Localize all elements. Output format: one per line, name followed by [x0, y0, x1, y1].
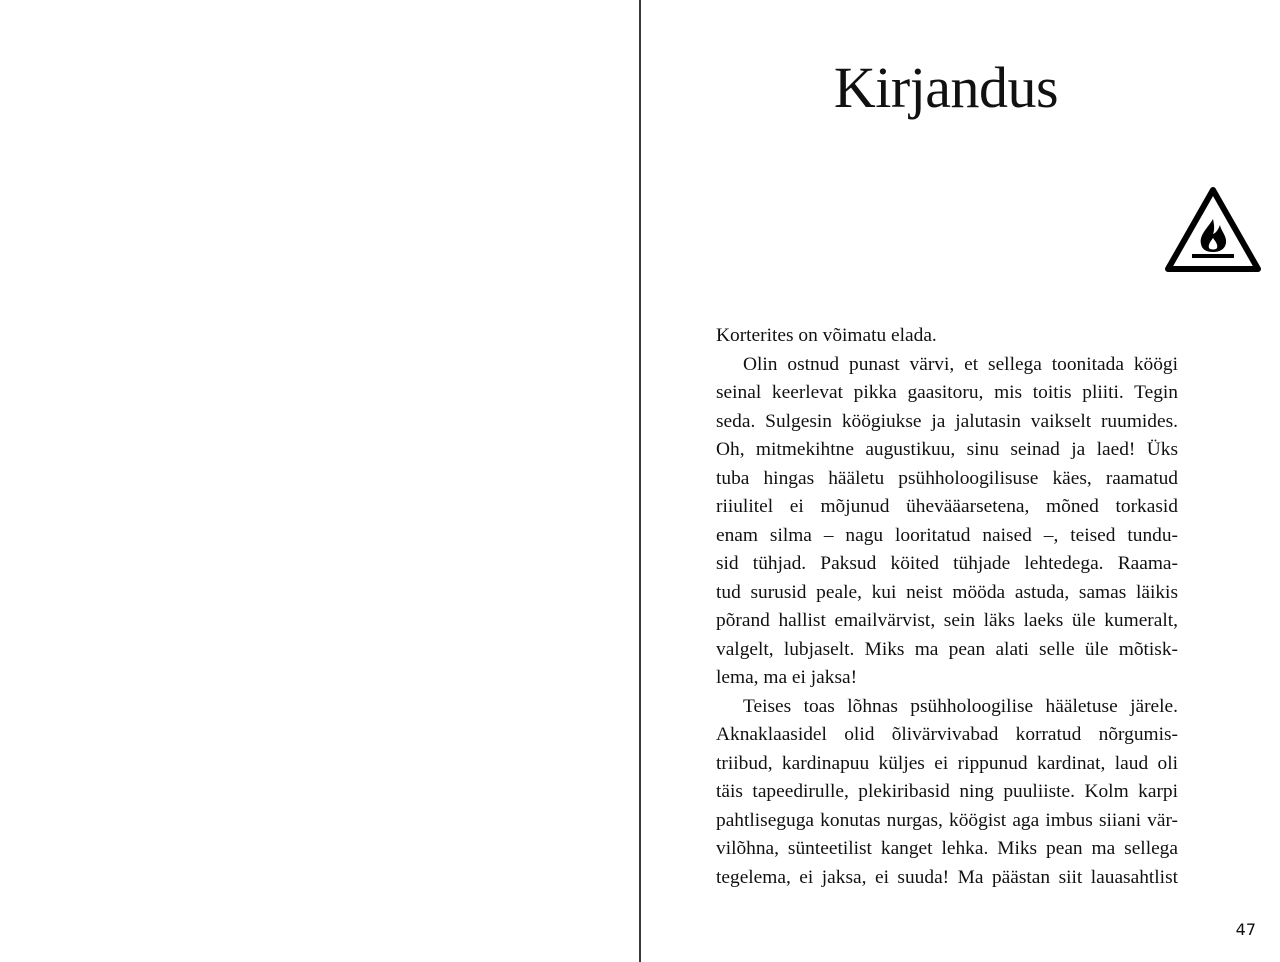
text-line: tuba hingas hääletu psühholoogilisuse käes, raamatud: [716, 467, 1178, 489]
text-line: tegelema, ei jaksa, ei suuda! Ma päästan siit lauasahtlist: [716, 866, 1178, 888]
text-line: triibud, kardinapuu küljes ei rippunud kardinat, laud oli: [716, 752, 1178, 774]
chapter-title: Kirjandus: [833, 55, 1059, 120]
text-line: seda. Sulgesin köögiukse ja jalutasin vaikselt ruumides.: [716, 410, 1178, 432]
paragraph-2: [716, 351, 1178, 693]
paragraph-1: [716, 322, 1178, 351]
text-line: enam silma – nagu looritatud naised –, teised tundu-: [716, 524, 1178, 546]
page-number: 47: [1235, 920, 1256, 939]
text-line: täis tapeedirulle, plekiribasid ning puuliiste. Kolm karpi: [716, 781, 1178, 802]
text-line: sid tühjad. Paksud köited tühjade lehtedega. Raama-: [716, 553, 1178, 574]
text-line: põrand hallist emailvärvist, sein läks laeks üle kumeralt,: [716, 610, 1178, 631]
left-page: [0, 0, 639, 962]
text-line: Korterites on võimatu elada.: [716, 325, 937, 346]
text-line: Olin ostnud punast värvi, et sellega toonitada köögi: [743, 353, 1178, 375]
text-line: tud surusid peale, kui neist mööda astuda, samas läikis: [716, 581, 1178, 603]
text-line: Teises toas lõhnas psühholoogilise hääletuse järele.: [743, 695, 1178, 717]
text-line: valgelt, lubjaselt. Miks ma pean alati selle üle mõtisk-: [716, 638, 1178, 660]
text-line: Aknaklaasidel olid õlivärvivabad korratud nõrgumis-: [716, 724, 1178, 745]
text-line: seinal keerlevat pikka gaasitoru, mis toitis pliiti. Tegin: [716, 382, 1178, 403]
body-text: [716, 322, 1178, 892]
text-line: Oh, mitmekihtne augustikuu, sinu seinad ja laed! Üks: [716, 439, 1178, 460]
text-line: pahtliseguga konutas nurgas, köögist aga imbus siiani vär-: [716, 809, 1178, 831]
flammable-hazard-icon: [1163, 185, 1263, 273]
text-line: lema, ma ei jaksa!: [716, 667, 858, 688]
text-line: vilõhna, sünteetilist kanget lehka. Miks pean ma sellega: [716, 838, 1178, 859]
paragraph-3: [716, 693, 1178, 893]
right-page: [641, 0, 1280, 962]
text-line: riiulitel ei mõjunud ühevääarsetena, mõned torkasid: [716, 496, 1178, 517]
